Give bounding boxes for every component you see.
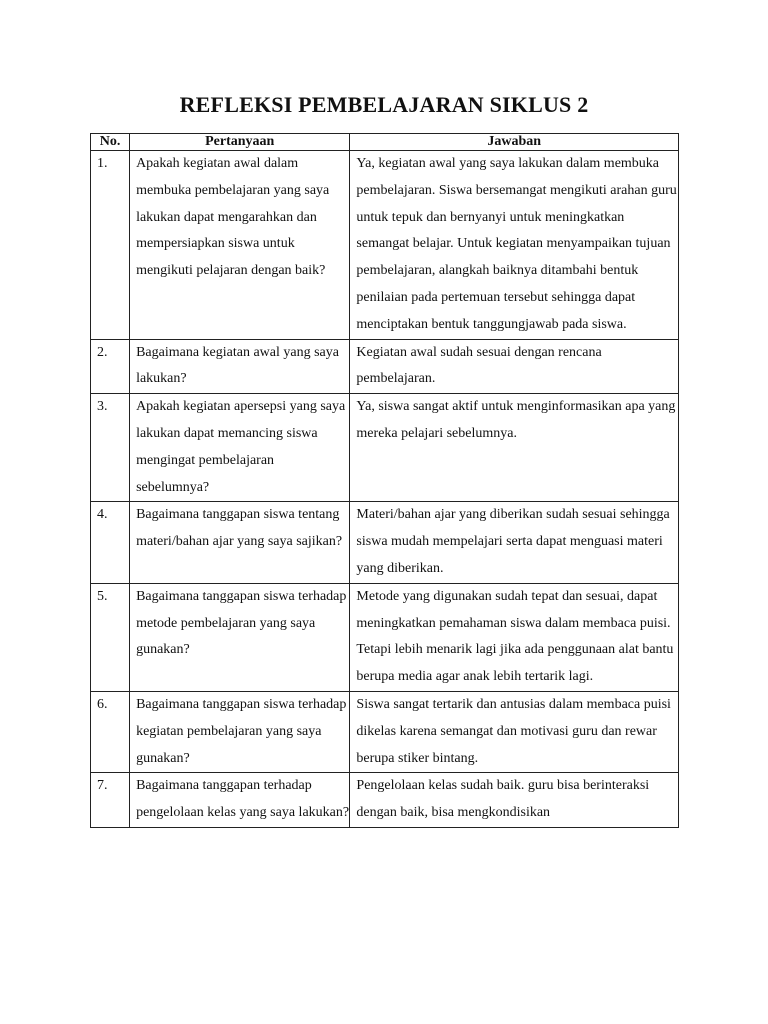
header-no: No.: [91, 134, 130, 151]
row-number: 7.: [91, 773, 130, 828]
row-number: 4.: [91, 502, 130, 583]
row-question: Bagaimana tanggapan terhadap pengelolaan kelas yang saya lakukan?: [130, 773, 350, 828]
table-row: [91, 339, 679, 394]
header-answer: Jawaban: [350, 134, 679, 151]
reflection-table: [90, 133, 679, 828]
row-answer: Ya, siswa sangat aktif untuk menginformasikan apa yang mereka pelajari sebelumnya.: [350, 394, 679, 502]
row-number: 3.: [91, 394, 130, 502]
row-answer: Siswa sangat tertarik dan antusias dalam membaca puisi dikelas karena semangat dan motivasi guru dan rewar berupa stiker bintang.: [350, 691, 679, 772]
row-question: Apakah kegiatan awal dalam membuka pembelajaran yang saya lakukan dapat mengarahkan dan mempersiapkan siswa untuk mengikuti pelajaran dengan baik?: [130, 151, 350, 340]
document-title: REFLEKSI PEMBELAJARAN SIKLUS 2: [179, 92, 589, 117]
row-question: Bagaimana tanggapan siswa terhadap kegiatan pembelajaran yang saya gunakan?: [130, 691, 350, 772]
row-question: Bagaimana kegiatan awal yang saya lakukan?: [130, 339, 350, 394]
row-number: 6.: [91, 691, 130, 772]
table-header-row: [91, 134, 679, 151]
table-row: [91, 691, 679, 772]
row-number: 5.: [91, 583, 130, 691]
header-question: Pertanyaan: [130, 134, 350, 151]
table-row: [91, 773, 679, 828]
row-question: Bagaimana tanggapan siswa tentang materi/bahan ajar yang saya sajikan?: [130, 502, 350, 583]
table-row: [91, 151, 679, 340]
table-row: [91, 394, 679, 502]
row-answer: Kegiatan awal sudah sesuai dengan rencana pembelajaran.: [350, 339, 679, 394]
row-answer: Metode yang digunakan sudah tepat dan sesuai, dapat meningkatkan pemahaman siswa dalam membaca puisi. Tetapi lebih menarik lagi jika ada penggunaan alat bantu berupa media agar anak lebih tertarik lagi.: [350, 583, 679, 691]
row-answer: Ya, kegiatan awal yang saya lakukan dalam membuka pembelajaran. Siswa bersemangat mengikuti arahan guru untuk tepuk dan bernyanyi untuk meningkatkan semangat belajar. Untuk kegiatan menyampaikan tujuan pembelajaran, alangkah baiknya ditambahi bentuk penilaian pada pertemuan tersebut sehingga dapat menciptakan bentuk tanggungjawab pada siswa.: [350, 151, 679, 340]
row-question: Apakah kegiatan apersepsi yang saya lakukan dapat memancing siswa mengingat pembelajaran sebelumnya?: [130, 394, 350, 502]
row-answer: Pengelolaan kelas sudah baik. guru bisa berinteraksi dengan baik, bisa mengkondisikan: [350, 773, 679, 828]
row-question: Bagaimana tanggapan siswa terhadap metode pembelajaran yang saya gunakan?: [130, 583, 350, 691]
row-number: 1.: [91, 151, 130, 340]
row-answer: Materi/bahan ajar yang diberikan sudah sesuai sehingga siswa mudah mempelajari serta dapat menguasi materi yang diberikan.: [350, 502, 679, 583]
table-row: [91, 502, 679, 583]
table-row: [91, 583, 679, 691]
row-number: 2.: [91, 339, 130, 394]
